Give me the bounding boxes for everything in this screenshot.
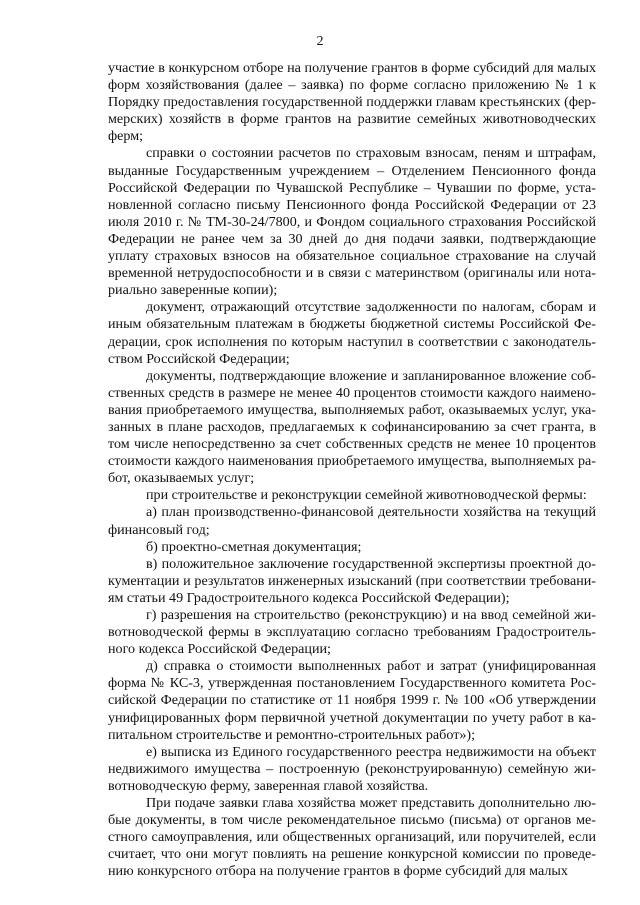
document-body (108, 60, 596, 881)
paragraph-insurance-certificates: справки о состоянии расчетов по страховым взносам, пеням и штрафам, выданные Государственным учреждением – Отделением Пенсионного фонда Российской Федерации по Чувашской Республике – Чувашии по форме, установленной согласно письму Пенсионного фонда Российской Федерации от 23 июля 2010 г. № ТМ-30-24/7800, и Фондом социального страхования Российской Федерации не ранее чем за 30 дней до дня подачи заявки, подтверждающие уплату страховых взносов на обязательное социальное страхование на случай временной нетрудоспособности и в связи с материнством (оригиналы или нотариально заверенные копии); (108, 145, 596, 299)
paragraph-item-a: а) план производственно-финансовой деятельности хозяйства на текущий финансовый год; (108, 504, 596, 538)
paragraph-construction-intro: при строительстве и реконструкции семейной животноводческой фермы: (146, 487, 587, 504)
paragraph-own-funds-documents: документы, подтверждающие вложение и запланированное вложение собственных средств в размере не менее 40 процентов стоимости каждого наименования приобретаемого имущества, выполняемых работ, оказываемых услуг, указанных в плане расходов, предлагаемых к софинансированию за счет гранта, в том числе непосредственно за счет собственных средств не менее 10 процентов стоимости каждого наименования приобретаемого имущества, выполняемых работ, оказываемых услуг; (108, 367, 596, 487)
paragraph-item-g: г) разрешения на строительство (реконструкцию) и на ввод семейной животноводческой фермы в эксплуатацию согласно требованиям Градостроительного кодекса Российской Федерации; (108, 607, 596, 658)
paragraph-tax-debt-document: документ, отражающий отсутствие задолженности по налогам, сборам и иным обязательным платежам в бюджеты бюджетной системы Российской Федерации, срок исполнения по которым наступил в соответствии с законодательством Российской Федерации; (108, 299, 596, 367)
paragraph-additional-documents: При подаче заявки глава хозяйства может представить дополнительно любые документы, в том числе рекомендательное письмо (письма) от органов местного самоуправления, или общественных организаций, или поручителей, если считает, что они могут повлиять на решение конкурсной комиссии по проведению конкурсного отбора на получение грантов в форме субсидий для малых (108, 795, 596, 880)
page-number: 2 (316, 34, 324, 49)
paragraph-item-b: б) проектно-сметная документация; (146, 538, 362, 555)
paragraph-item-e: е) выписка из Единого государственного реестра недвижимости на объект недвижимого имущества – построенную (реконструированную) семейную животноводческую ферму, заверенная главой хозяйства. (108, 743, 596, 794)
paragraph-item-v: в) положительное заключение государственной экспертизы проектной документации и результатов инженерных изысканий (при соответствии требованиям статьи 49 Градостроительного кодекса Российской Федерации); (108, 555, 596, 606)
paragraph-application-form: участие в конкурсном отборе на получение грантов в форме субсидий для малых форм хозяйствования (далее – заявка) по форме согласно приложению № 1 к Порядку предоставления государственной поддержки главам крестьянских (фермерских) хозяйств в форме грантов на развитие семейных животноводческих ферм; (108, 60, 596, 145)
paragraph-item-d: д) справка о стоимости выполненных работ и затрат (унифицированная форма № КС-3, утвержденная постановлением Государственного комитета Российской Федерации по статистике от 11 ноября 1999 г. № 100 «Об утверждении унифицированных форм первичной учетной документации по учету работ в капитальном строительстве и ремонтно-строительных работ»); (108, 658, 596, 743)
